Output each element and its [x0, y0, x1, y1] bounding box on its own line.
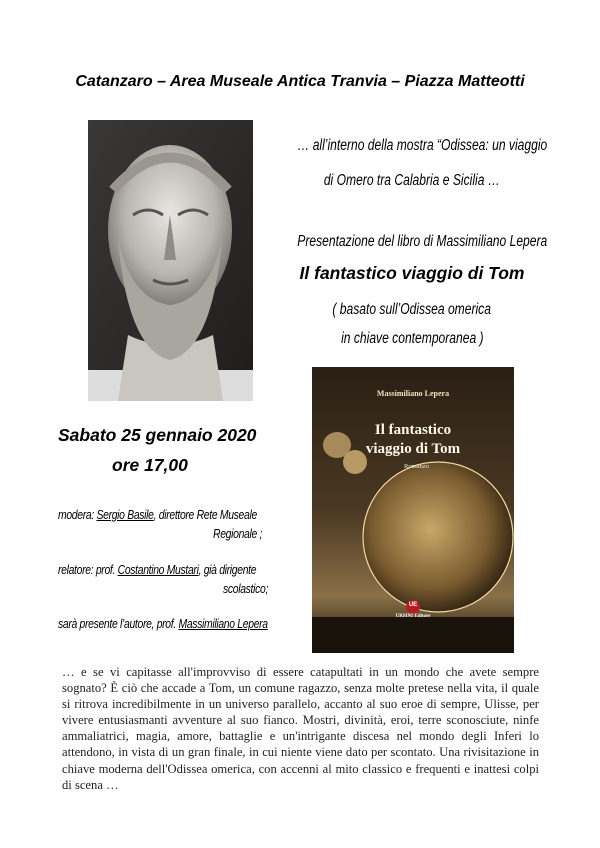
- book-title: Il fantastico viaggio di Tom: [299, 263, 525, 283]
- cover-title-2: viaggio di Tom: [365, 441, 461, 457]
- cover-title: [312, 421, 514, 459]
- subtitle-line-2: [262, 330, 562, 348]
- synopsis-paragraph: … e se vi capitasse all'improvviso di essere catapultati in un mondo che avete sempre sognato? È ciò che accade a Tom, un comune ragazzo, senza molte pretese nella vita, il quale si ritrova incredibilmente in un universo parallelo, accanto al suo eroe di sempre, Ulisse, per vivere entusiasmanti avventure al suo fianco. Mostri, divinità, eroi, terre sconosciute, ninfe ammaliatrici, magia, amore, battaglie e un'intrigante discesa nel mondo degli Inferi lo attendono, in vista di un gran finale, in cui niente viene dato per scontato. Una rivisitazione in chiave moderna dell'Odissea omerica, con accenni al mito classico e frequenti e inattesi colpi di scena …: [62, 665, 539, 792]
- speaker-name: Costantino Mustari: [117, 562, 199, 577]
- moderator-line: [58, 507, 257, 522]
- cover-genre: Romanzo: [404, 463, 429, 470]
- author-line: [58, 616, 268, 631]
- speaker-role-cont: scolastico;: [223, 581, 269, 596]
- moderator-role: , direttore Rete Museale: [153, 507, 257, 522]
- moderator-label: modera:: [58, 507, 97, 522]
- cover-author: Massimiliano Lepera: [376, 389, 450, 398]
- author-name: Massimiliano Lepera: [178, 616, 268, 631]
- cover-title-1: Il fantastico: [374, 422, 452, 438]
- presentation-text: Presentazione del libro di Massimiliano Lepera: [297, 233, 548, 250]
- subtitle-line-1: [262, 301, 562, 319]
- presentation-line: [262, 233, 562, 251]
- speaker-line: [58, 562, 256, 577]
- author-label: sarà presente l’autore, prof.: [58, 616, 179, 631]
- moderator-role-cont: Regionale ;: [213, 526, 263, 541]
- exhibition-text-2: di Omero tra Calabria e Sicilia …: [323, 172, 501, 189]
- event-date: Sabato 25 gennaio 2020: [58, 425, 257, 445]
- subtitle-text-2: in chiave contemporanea ): [340, 330, 484, 347]
- publisher-logo: UE: [408, 602, 418, 608]
- exhibition-line-1: [262, 137, 562, 155]
- exhibition-line-2: [262, 172, 562, 190]
- cover-publisher: URSINI Editore: [395, 614, 431, 619]
- speaker-label: relatore: prof.: [58, 562, 118, 577]
- speaker-role: , già dirigente: [198, 562, 257, 577]
- book-cover-image: [312, 367, 514, 653]
- homer-bust-image: [88, 120, 253, 401]
- event-time: ore 17,00: [112, 455, 188, 475]
- exhibition-text-1: … all’interno della mostra “Odissea: un viaggio: [297, 137, 548, 154]
- venue-header: Catanzaro – Area Museale Antica Tranvia – Piazza Matteotti: [75, 73, 525, 90]
- moderator-name: Sergio Basile: [96, 507, 154, 522]
- subtitle-text-1: ( basato sull’Odissea omerica: [332, 301, 492, 318]
